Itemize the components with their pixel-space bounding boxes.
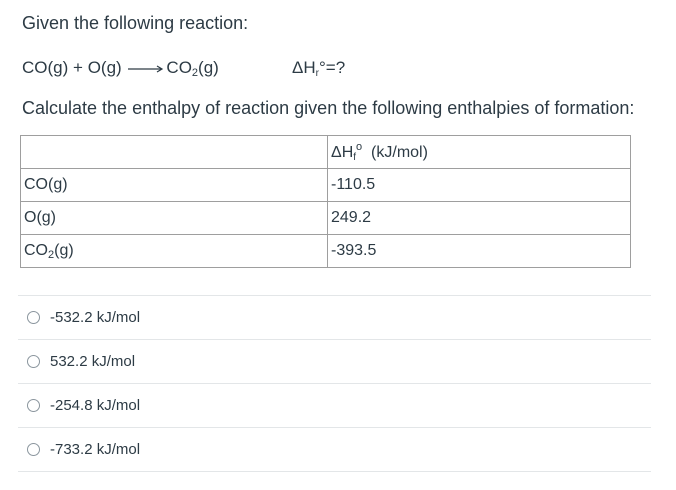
answer-label: -254.8 kJ/mol <box>50 397 141 414</box>
table-row <box>21 169 631 202</box>
reactant-o: O(g) <box>87 58 122 77</box>
radio-button-icon[interactable] <box>27 311 40 324</box>
species-header-cell <box>21 136 328 169</box>
table-row <box>21 235 631 268</box>
species-cell: $CO_2(g)$ <box>21 235 328 268</box>
radio-button-icon[interactable] <box>27 355 40 368</box>
answer-options <box>18 295 651 472</box>
radio-button-icon[interactable] <box>27 399 40 412</box>
enthalpy-table <box>20 135 631 268</box>
answer-option[interactable] <box>18 339 651 383</box>
species-cell: CO(g) <box>21 169 328 202</box>
reaction-arrow-icon <box>128 64 164 74</box>
reactant-co: CO(g) <box>22 58 69 77</box>
enthalpy-header-cell: $\Delta H_f^o$ (kJ/mol) <box>328 136 631 169</box>
table-header-row <box>21 136 631 169</box>
enthalpy-value-cell: -393.5 <box>328 235 631 268</box>
question-intro: Given the following reaction: <box>22 13 249 33</box>
answer-option[interactable] <box>18 383 651 427</box>
enthalpy-value-cell: -110.5 <box>328 169 631 202</box>
answer-label: -532.2 kJ/mol <box>50 309 141 326</box>
reaction-equation <box>22 58 219 79</box>
delta-h-reaction: $\Delta H_r^\circ=$? <box>292 58 346 79</box>
answer-label: 532.2 kJ/mol <box>50 353 136 370</box>
product-co2: $CO_2(g)$ <box>166 58 219 79</box>
radio-button-icon[interactable] <box>27 443 40 456</box>
enthalpy-value-cell: 249.2 <box>328 202 631 235</box>
question-instruction: Calculate the enthalpy of reaction given the following enthalpies of formation: <box>22 98 635 118</box>
table-row <box>21 202 631 235</box>
answer-option[interactable] <box>18 295 651 339</box>
species-cell: O(g) <box>21 202 328 235</box>
plus-sign: + <box>73 58 83 77</box>
answer-label: -733.2 kJ/mol <box>50 441 141 458</box>
answer-option[interactable] <box>18 427 651 472</box>
